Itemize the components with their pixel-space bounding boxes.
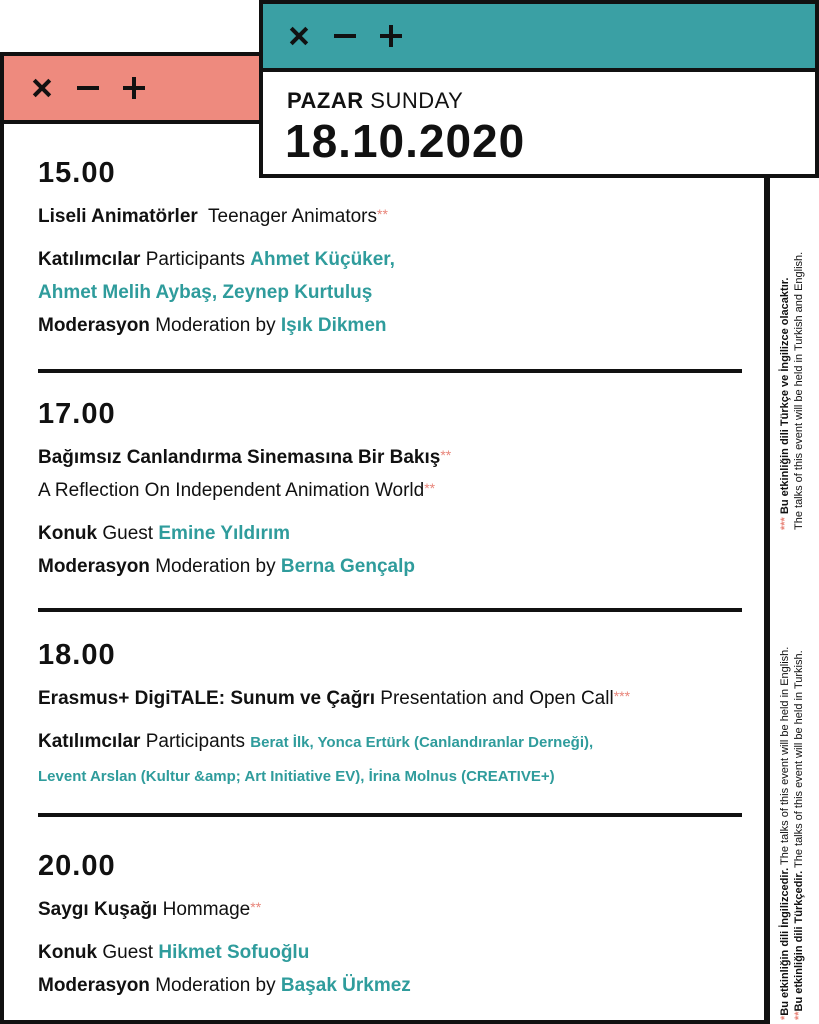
role-en: Participants — [145, 731, 245, 752]
language-mark: ** — [440, 447, 452, 463]
role-tr: Konuk — [38, 523, 98, 544]
participants-row — [38, 725, 738, 759]
date-window-titlebar — [263, 4, 815, 72]
moderation-row — [38, 969, 738, 1002]
note-mark: *** — [779, 517, 791, 530]
note-en: The talks of this event will be held in English. — [779, 646, 791, 865]
role-en: Guest — [102, 942, 154, 963]
session-title — [38, 893, 738, 926]
guest-row — [38, 517, 738, 550]
title-en: Hommage — [162, 899, 251, 920]
session-title — [38, 441, 738, 474]
role-tr: Katılımcılar — [38, 249, 141, 270]
moderator-name: Başak Ürkmez — [280, 975, 411, 996]
title-en: Presentation and Open Call — [380, 688, 614, 709]
guest-name: Hikmet Sofuoğlu — [158, 942, 310, 963]
moderator-name: Işık Dikmen — [280, 315, 387, 336]
session-1700 — [38, 398, 738, 583]
moderator-name: Berna Gençalp — [280, 556, 415, 577]
session-1800 — [38, 639, 738, 793]
session-time: 18.00 — [38, 639, 116, 671]
participant-names: Berat İlk, Yonca Ertürk (Canlandıranlar Derneği), — [250, 734, 594, 751]
day-label — [287, 88, 463, 114]
role-en: Guest — [102, 523, 154, 544]
role-en: Participants — [145, 249, 245, 270]
role-tr: Moderasyon — [38, 315, 150, 336]
participants-row-2 — [38, 759, 738, 793]
note-mark: * — [779, 1015, 791, 1020]
session-title — [38, 200, 738, 233]
day-en: SUNDAY — [370, 88, 464, 113]
language-notes — [766, 178, 819, 1024]
session-1500 — [38, 157, 738, 342]
language-mark: ** — [377, 206, 388, 222]
note-turkish-english — [778, 252, 806, 530]
session-time: 20.00 — [38, 850, 116, 882]
participants-row-2 — [38, 276, 738, 309]
note-en: The talks of this event will be held in Turkish and English. — [793, 251, 805, 530]
language-mark: ** — [250, 899, 262, 915]
moderation-row — [38, 309, 738, 342]
title-en: A Reflection On Independent Animation World — [38, 480, 425, 501]
note-tr: Bu etkinliğin dili Türkçe ve İngilizce olacaktır. — [779, 277, 791, 515]
role-en: Moderation by — [155, 315, 276, 336]
day-tr: PAZAR — [287, 88, 364, 113]
session-time: 17.00 — [38, 398, 116, 430]
title-tr: Saygı Kuşağı — [38, 899, 158, 920]
plus-icon[interactable] — [122, 76, 146, 100]
language-mark: ** — [424, 480, 436, 496]
role-en: Moderation by — [155, 556, 276, 577]
participants-row — [38, 243, 738, 276]
participant-names: Ahmet Küçüker, — [250, 249, 395, 270]
minimize-icon[interactable] — [333, 24, 357, 48]
date-title: 18.10.2020 — [285, 115, 526, 167]
guest-row — [38, 936, 738, 969]
divider — [38, 369, 742, 373]
session-time: 15.00 — [38, 157, 116, 189]
title-tr: Erasmus+ DigiTALE: Sunum ve Çağrı — [38, 688, 375, 709]
session-subtitle — [38, 474, 738, 507]
role-en: Moderation by — [155, 975, 276, 996]
divider — [38, 813, 742, 817]
note-mark: ** — [793, 1011, 805, 1020]
title-tr: Bağımsız Canlandırma Sinemasına Bir Bakış — [38, 447, 441, 468]
session-2000 — [38, 850, 738, 1002]
date-window — [259, 0, 819, 178]
note-tr: Bu etkinliğin dili İngilizcedir. — [779, 867, 791, 1016]
divider — [38, 608, 742, 612]
title-tr: Liseli Animatörler — [38, 206, 198, 227]
moderation-row — [38, 550, 738, 583]
note-english-turkish — [778, 647, 806, 1020]
language-mark: *** — [613, 688, 631, 704]
guest-name: Emine Yıldırım — [158, 523, 291, 544]
close-icon[interactable] — [287, 24, 311, 48]
title-en: Teenager Animators — [208, 206, 378, 227]
minimize-icon[interactable] — [76, 76, 100, 100]
note-tr: Bu etkinliğin dili Türkçedir. — [793, 870, 805, 1012]
participant-names: Ahmet Melih Aybaş, Zeynep Kurtuluş — [38, 282, 373, 303]
role-tr: Katılımcılar — [38, 731, 141, 752]
plus-icon[interactable] — [379, 24, 403, 48]
role-tr: Moderasyon — [38, 556, 150, 577]
close-icon[interactable] — [30, 76, 54, 100]
session-title — [38, 682, 738, 715]
role-tr: Moderasyon — [38, 975, 150, 996]
role-tr: Konuk — [38, 942, 98, 963]
note-en: The talks of this event will be held in Turkish. — [793, 650, 805, 868]
participant-names: Levent Arslan (Kultur &amp; Art Initiative EV), İrina Molnus (CREATIVE+) — [38, 768, 555, 785]
